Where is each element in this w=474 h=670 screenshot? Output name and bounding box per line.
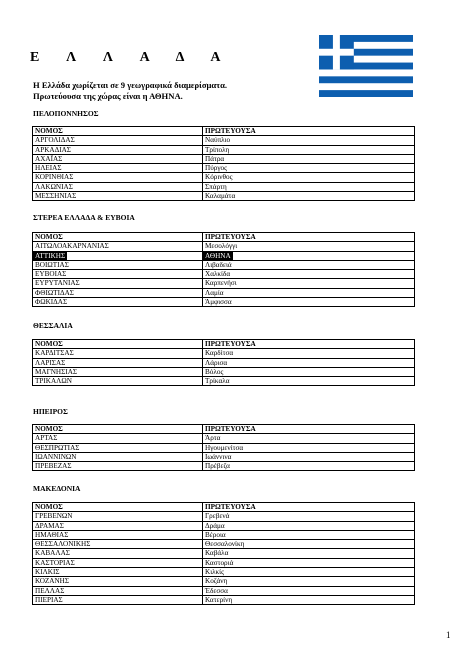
capital-cell: Λάρισα [203, 358, 415, 367]
header-capital: ΠΡΩΤΕΥΟΥΣΑ [203, 127, 415, 136]
prefecture-table [32, 424, 415, 471]
nomos-cell: ΗΜΑΘΙΑΣ [33, 530, 203, 539]
nomos-cell: ΑΧΑΪΑΣ [33, 154, 203, 163]
capital-cell: Πάτρα [203, 154, 415, 163]
header-nomos: ΝΟΜΟΣ [33, 503, 203, 512]
table-row [33, 452, 415, 461]
table-row [33, 349, 415, 358]
table-row [33, 540, 415, 549]
table-row [33, 568, 415, 577]
capital-cell: Λαμία [203, 288, 415, 297]
table-row [33, 595, 415, 604]
nomos-cell: ΑΡΤΑΣ [33, 434, 203, 443]
table-row [33, 182, 415, 191]
table-row [33, 173, 415, 182]
table-row [33, 164, 415, 173]
header-nomos: ΝΟΜΟΣ [33, 425, 203, 434]
capital-cell: Σπάρτη [203, 182, 415, 191]
nomos-cell: ΑΡΓΟΛΙΔΑΣ [33, 136, 203, 145]
table-row [33, 192, 415, 201]
prefecture-table [32, 502, 415, 605]
section-title: ΠΕΛΟΠΟΝΝΗΣΟΣ [33, 109, 99, 118]
capital-cell: Καστοριά [203, 558, 415, 567]
table-row [33, 154, 415, 163]
nomos-cell: ΚΑΒΑΛΑΣ [33, 549, 203, 558]
capital-cell: Ναύπλιο [203, 136, 415, 145]
greek-flag-icon [319, 35, 413, 97]
capital-cell: Ηγουμενίτσα [203, 443, 415, 452]
table-row [33, 136, 415, 145]
capital-cell: Άμφισσα [203, 298, 415, 307]
nomos-cell: ΠΙΕΡΙΑΣ [33, 595, 203, 604]
capital-cell: Καλαμάτα [203, 192, 415, 201]
page-title: Ε Λ Λ Α Δ Α [30, 50, 233, 65]
table-row [33, 367, 415, 376]
section-title: ΘΕΣΣΑΛΙΑ [33, 321, 73, 330]
table-header-row [33, 503, 415, 512]
capital-cell: Κοζάνη [203, 577, 415, 586]
capital-cell: Κατερίνη [203, 595, 415, 604]
table-row [33, 434, 415, 443]
nomos-cell: ΔΡΑΜΑΣ [33, 521, 203, 530]
capital-cell: Χαλκίδα [203, 270, 415, 279]
capital-cell: Ιωάννινα [203, 452, 415, 461]
capital-cell: Τρίπολη [203, 145, 415, 154]
nomos-cell: ΦΘΙΩΤΙΔΑΣ [33, 288, 203, 297]
capital-cell: Δράμα [203, 521, 415, 530]
table-header-row [33, 425, 415, 434]
nomos-cell: ΚΑΡΔΙΤΣΑΣ [33, 349, 203, 358]
table-row [33, 549, 415, 558]
nomos-cell: ΚΙΛΚΙΣ [33, 568, 203, 577]
table-row [33, 358, 415, 367]
highlighted-capital: ΑΘΗΝΑ [205, 251, 231, 260]
nomos-cell: ΜΑΓΝΗΣΙΑΣ [33, 367, 203, 376]
nomos-cell: ΚΟΡΙΝΘΙΑΣ [33, 173, 203, 182]
capital-cell: Άρτα [203, 434, 415, 443]
intro-line: Πρωτεύουσα της χώρας είναι η ΑΘΗΝΑ. [33, 91, 183, 101]
table-row [33, 242, 415, 251]
nomos-cell: ΤΡΙΚΑΛΩΝ [33, 377, 203, 386]
table-row [33, 512, 415, 521]
header-capital: ΠΡΩΤΕΥΟΥΣΑ [203, 340, 415, 349]
capital-cell: Βόλος [203, 367, 415, 376]
nomos-cell [33, 251, 203, 260]
nomos-cell: ΑΡΚΑΔΙΑΣ [33, 145, 203, 154]
nomos-cell: ΦΩΚΙΔΑΣ [33, 298, 203, 307]
section-title: ΣΤΕΡΕΑ ΕΛΛΑΔΑ & ΕΥΒΟΙΑ [33, 213, 135, 222]
nomos-cell: ΒΟΙΩΤΙΑΣ [33, 260, 203, 269]
table-row [33, 443, 415, 452]
intro-line: Η Ελλάδα χωρίζεται σε 9 γεωγραφικά διαμερίσματα. [33, 80, 228, 90]
capital-cell: Γρεβενά [203, 512, 415, 521]
capital-cell: Καρπενήσι [203, 279, 415, 288]
table-header-row [33, 233, 415, 242]
header-capital: ΠΡΩΤΕΥΟΥΣΑ [203, 503, 415, 512]
nomos-cell: ΛΑΚΩΝΙΑΣ [33, 182, 203, 191]
table-row [33, 270, 415, 279]
table-row [33, 577, 415, 586]
nomos-cell: ΗΛΕΙΑΣ [33, 164, 203, 173]
capital-cell: Κόρινθος [203, 173, 415, 182]
prefecture-table [32, 126, 415, 201]
nomos-cell: ΓΡΕΒΕΝΩΝ [33, 512, 203, 521]
nomos-cell: ΚΑΣΤΟΡΙΑΣ [33, 558, 203, 567]
table-row [33, 145, 415, 154]
header-capital: ΠΡΩΤΕΥΟΥΣΑ [203, 233, 415, 242]
table-row [33, 462, 415, 471]
section-title: ΜΑΚΕΔΟΝΙΑ [33, 484, 81, 493]
nomos-cell: ΚΟΖΑΝΗΣ [33, 577, 203, 586]
capital-cell: Μεσολόγγι [203, 242, 415, 251]
nomos-cell: ΕΥΡΥΤΑΝΙΑΣ [33, 279, 203, 288]
section-title: ΗΠΕΙΡΟΣ [33, 407, 68, 416]
capital-cell [203, 251, 415, 260]
nomos-cell: ΠΡΕΒΕΖΑΣ [33, 462, 203, 471]
nomos-cell: ΘΕΣΣΑΛΟΝΙΚΗΣ [33, 540, 203, 549]
intro-text [33, 80, 227, 102]
prefecture-table [32, 232, 415, 307]
table-row [33, 260, 415, 269]
table-row [33, 530, 415, 539]
table-row [33, 558, 415, 567]
nomos-cell: ΠΕΛΛΑΣ [33, 586, 203, 595]
table-row [33, 586, 415, 595]
nomos-cell: ΑΙΤΩΛΟΑΚΑΡΝΑΝΙΑΣ [33, 242, 203, 251]
table-row [33, 298, 415, 307]
table-header-row [33, 127, 415, 136]
capital-cell: Έδεσσα [203, 586, 415, 595]
page-number: 1 [446, 630, 451, 640]
nomos-cell: ΘΕΣΠΡΩΤΙΑΣ [33, 443, 203, 452]
capital-cell: Πύργος [203, 164, 415, 173]
table-row [33, 288, 415, 297]
capital-cell: Καρδίτσα [203, 349, 415, 358]
table-row [33, 521, 415, 530]
capital-cell: Τρίκαλα [203, 377, 415, 386]
header-nomos: ΝΟΜΟΣ [33, 340, 203, 349]
capital-cell: Θεσσαλονίκη [203, 540, 415, 549]
nomos-cell: ΜΕΣΣΗΝΙΑΣ [33, 192, 203, 201]
nomos-cell: ΕΥΒΟΙΑΣ [33, 270, 203, 279]
header-nomos: ΝΟΜΟΣ [33, 233, 203, 242]
prefecture-table [32, 339, 415, 386]
capital-cell: Κιλκίς [203, 568, 415, 577]
highlighted-nomos: ΑΤΤΙΚΗΣ [35, 251, 66, 260]
capital-cell: Πρέβεζα [203, 462, 415, 471]
capital-cell: Λιβαδειά [203, 260, 415, 269]
table-row [33, 251, 415, 260]
header-nomos: ΝΟΜΟΣ [33, 127, 203, 136]
capital-cell: Καβάλα [203, 549, 415, 558]
header-capital: ΠΡΩΤΕΥΟΥΣΑ [203, 425, 415, 434]
table-row [33, 377, 415, 386]
nomos-cell: ΛΑΡΙΣΑΣ [33, 358, 203, 367]
table-row [33, 279, 415, 288]
capital-cell: Βέροια [203, 530, 415, 539]
table-header-row [33, 340, 415, 349]
nomos-cell: ΙΩΑΝΝΙΝΩΝ [33, 452, 203, 461]
